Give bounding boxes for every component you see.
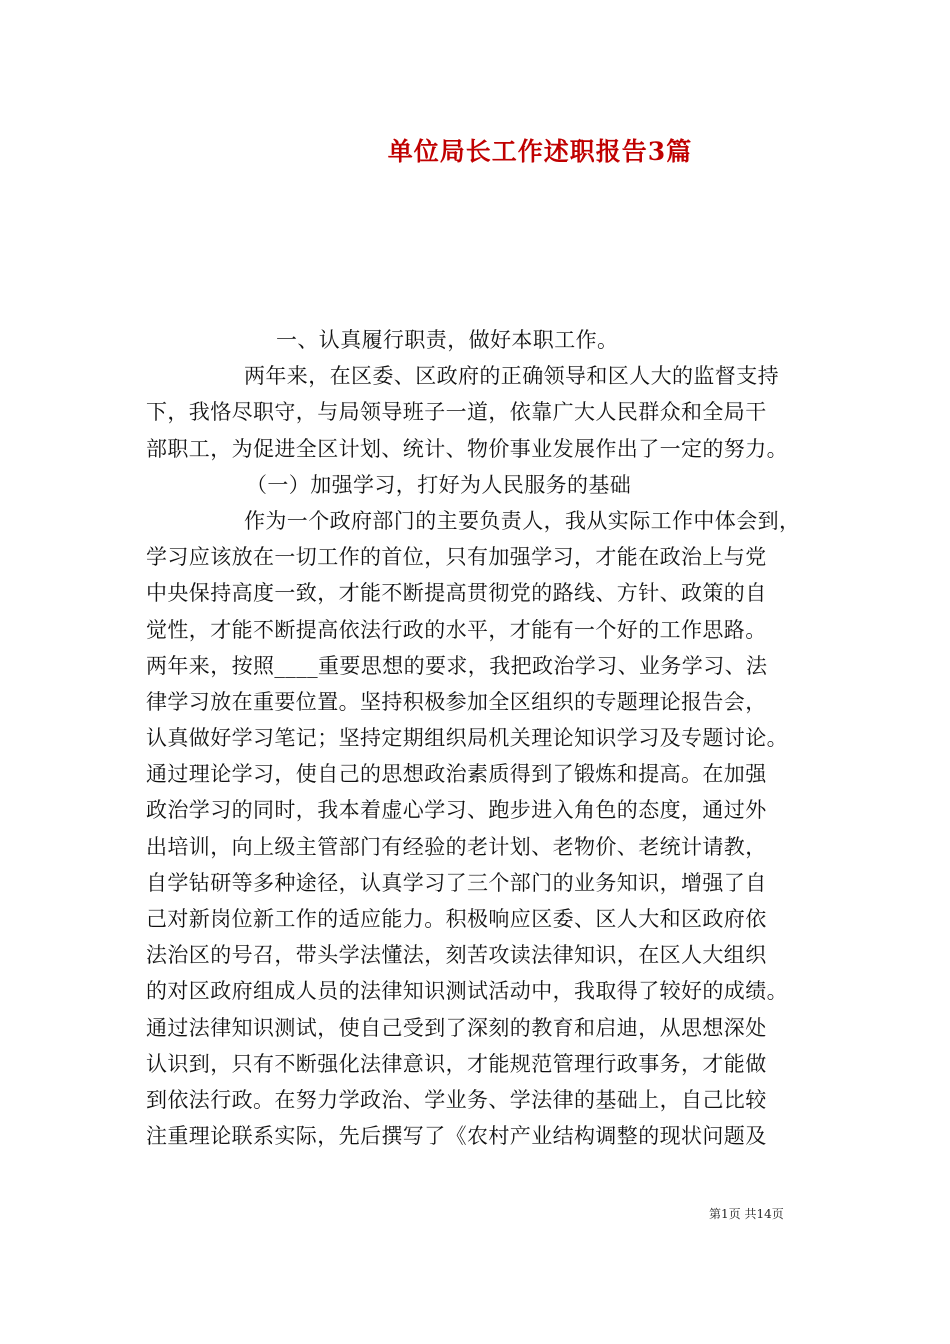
paragraph-line: 自学钻研等多种途径，认真学习了三个部门的业务知识，增强了自 <box>146 870 767 895</box>
document-body <box>146 322 836 1154</box>
paragraph-line: 注重理论联系实际，先后撰写了《农村产业结构调整的现状问题及 <box>146 1124 767 1149</box>
paragraph-line: 部职工，为促进全区计划、统计、物价事业发展作出了一定的努力。 <box>146 436 788 461</box>
paragraph-line: 律学习放在重要位置。坚持积极参加全区组织的专题理论报告会， <box>146 689 767 714</box>
paragraph-line: 法治区的号召，带头学法懂法，刻苦攻读法律知识，在区人大组织 <box>146 943 767 968</box>
paragraph-line: 认识到，只有不断强化法律意识，才能规范管理行政事务，才能做 <box>146 1051 767 1076</box>
paragraph-line: 通过理论学习，使自己的思想政治素质得到了锻炼和提高。在加强 <box>146 762 767 787</box>
paragraph-line: 到依法行政。在努力学政治、学业务、学法律的基础上，自己比较 <box>146 1087 767 1112</box>
paragraph-line: 认真做好学习笔记；坚持定期组织局机关理论知识学习及专题讨论。 <box>146 726 788 751</box>
paragraph-line: 己对新岗位新工作的适应能力。积极响应区委、区人大和区政府依 <box>146 907 767 931</box>
page-number: 第1页 共14页 <box>709 1207 784 1221</box>
section-heading: 一、认真履行职责，做好本职工作。 <box>276 328 619 352</box>
paragraph-line: 两年来，按照____重要思想的要求，我把政治学习、业务学习、法 <box>146 653 768 678</box>
subsection-heading: （一）加强学习，打好为人民服务的基础 <box>246 472 632 497</box>
paragraph-line: 学习应该放在一切工作的首位，只有加强学习，才能在政治上与党 <box>146 545 767 570</box>
paragraph-line: 觉性，才能不断提高依法行政的水平，才能有一个好的工作思路。 <box>146 617 767 642</box>
paragraph-line: 通过法律知识测试，使自己受到了深刻的教育和启迪，从思想深处 <box>146 1015 767 1040</box>
paragraph-line: 政治学习的同时，我本着虚心学习、跑步进入角色的态度，通过外 <box>146 798 767 823</box>
paragraph-line: 出培训，向上级主管部门有经验的老计划、老物价、老统计请教， <box>146 834 767 859</box>
paragraph-line: 下，我恪尽职守，与局领导班子一道，依靠广大人民群众和全局干 <box>146 400 767 425</box>
paragraph-line: 作为一个政府部门的主要负责人，我从实际工作中体会到， <box>244 508 801 533</box>
paragraph-line: 中央保持高度一致，才能不断提高贯彻党的路线、方针、政策的自 <box>146 581 767 606</box>
paragraph-line: 两年来，在区委、区政府的正确领导和区人大的监督支持 <box>244 364 779 389</box>
paragraph-line: 的对区政府组成人员的法律知识测试活动中，我取得了较好的成绩。 <box>146 979 788 1004</box>
document-title: 单位局长工作述职报告3篇 <box>387 137 693 166</box>
